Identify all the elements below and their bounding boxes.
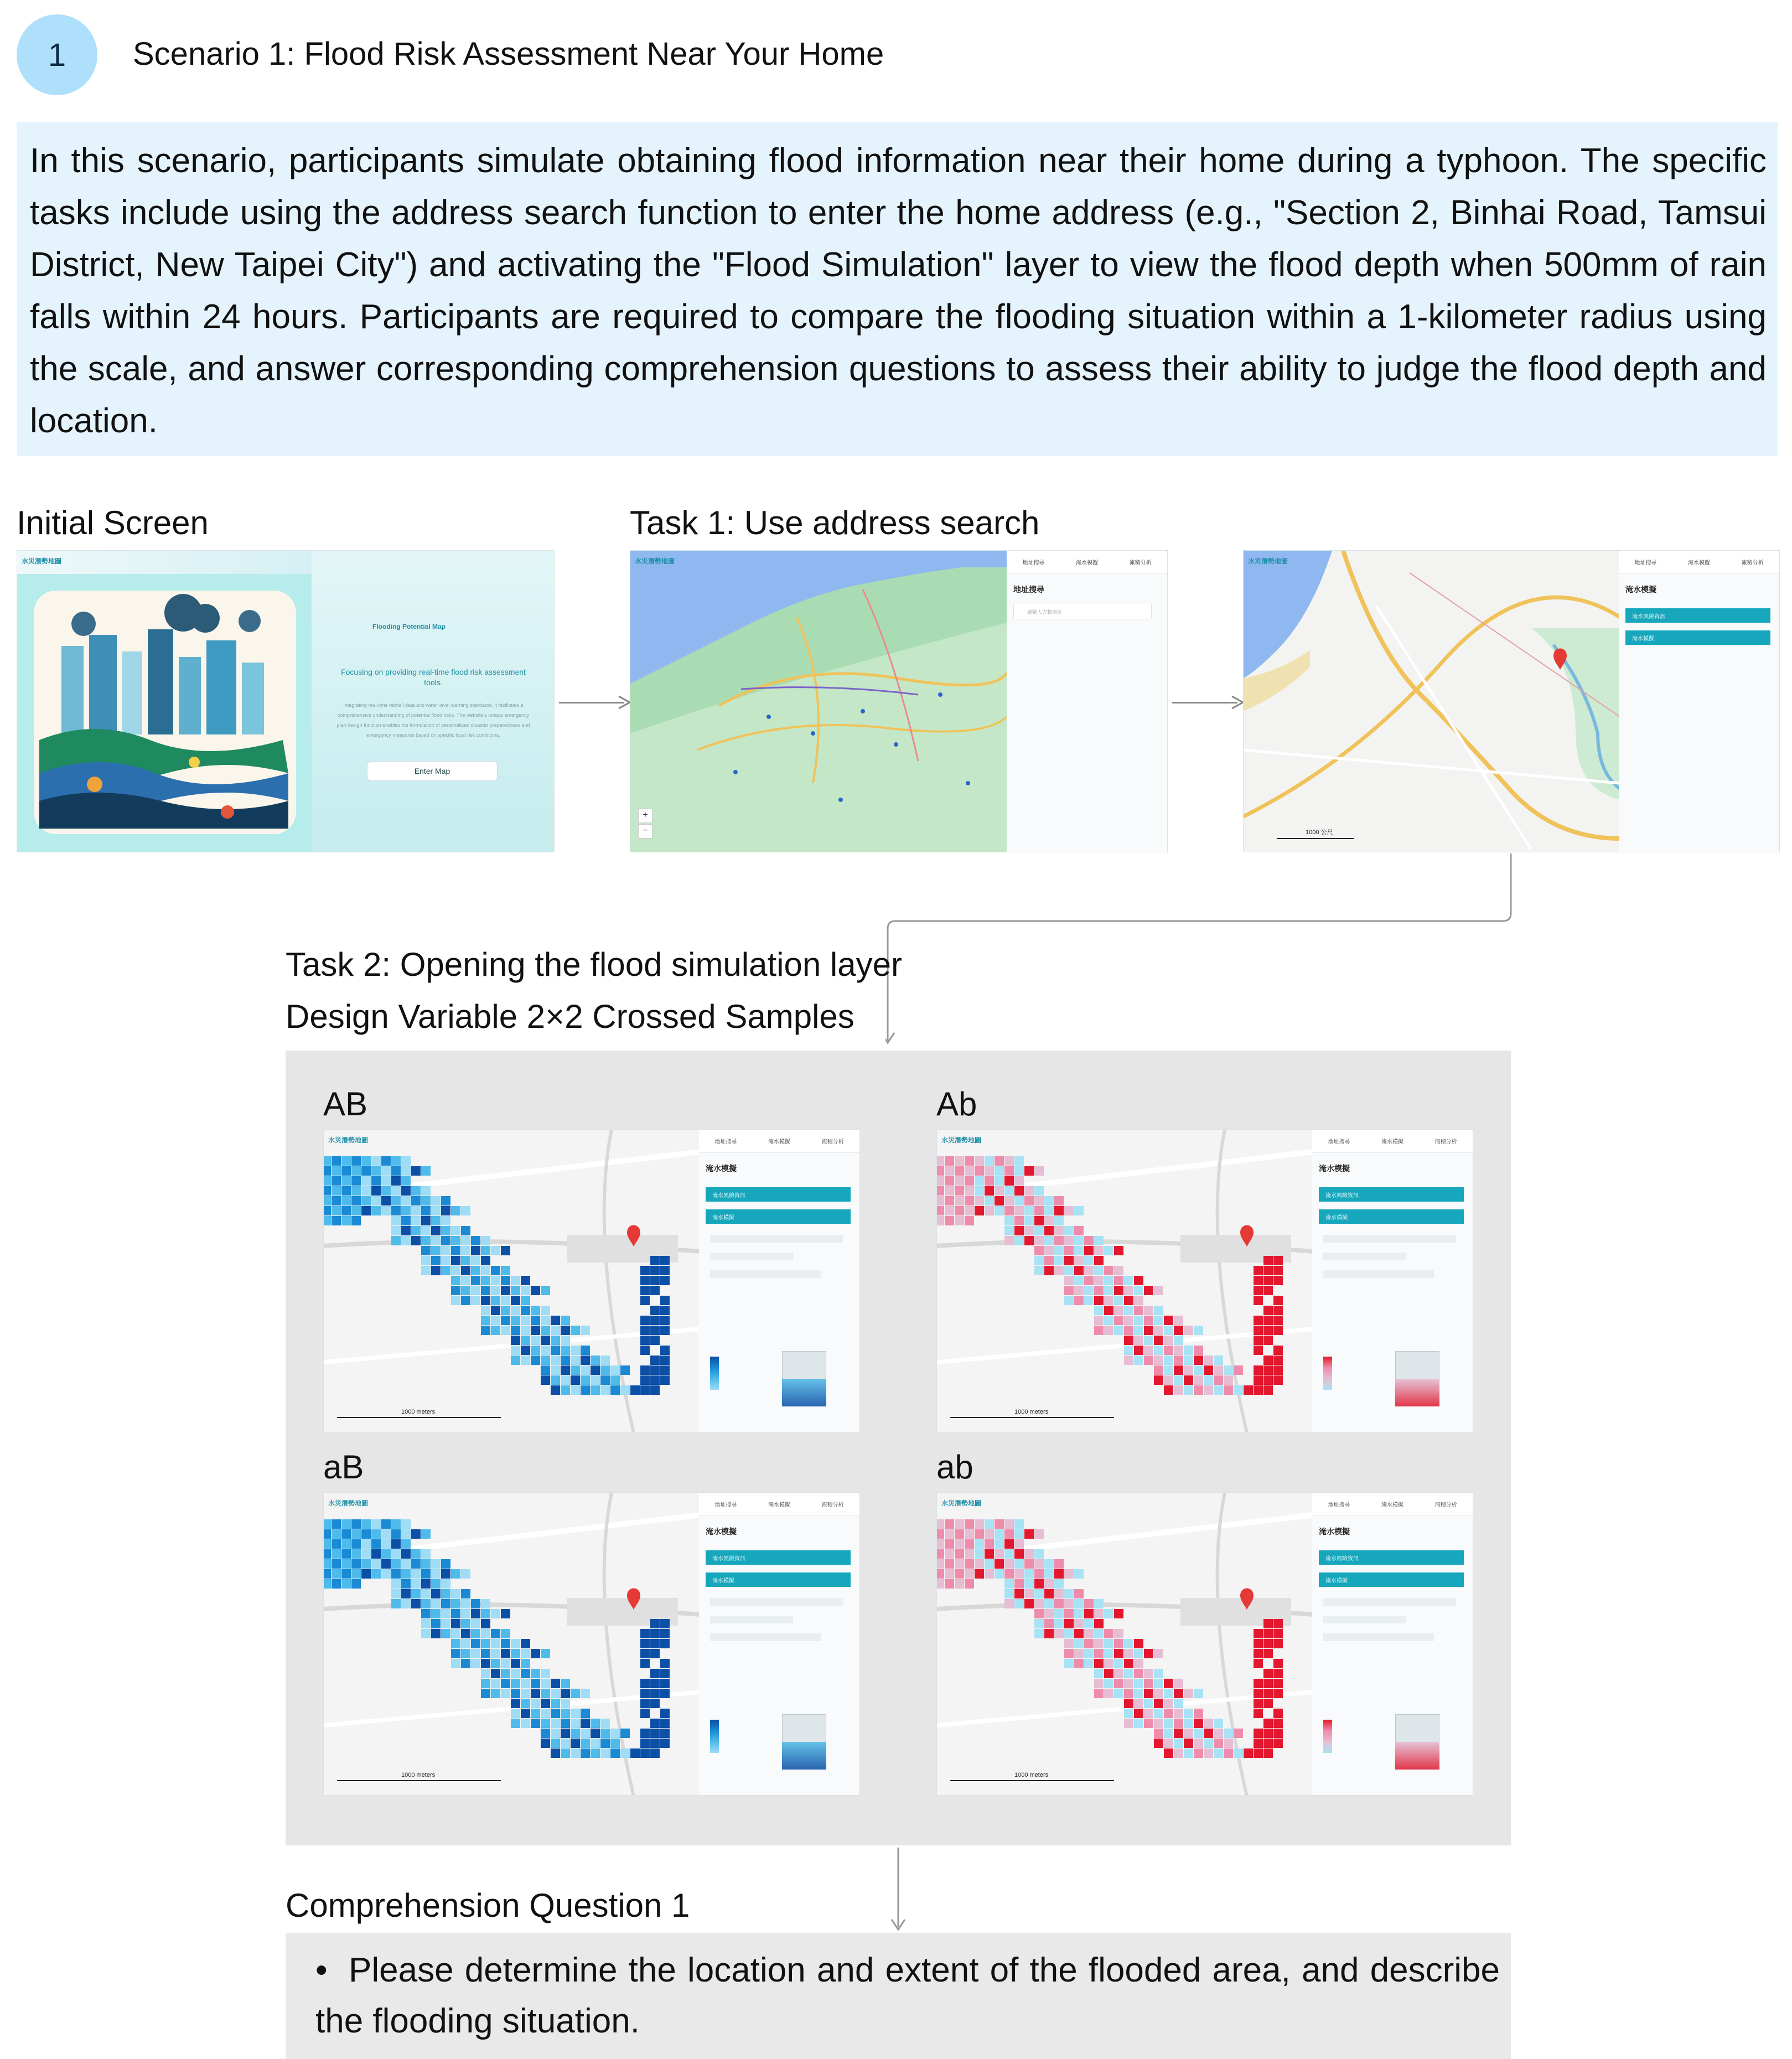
flood-simulation-panel: [1312, 1493, 1473, 1795]
question-text: [315, 1945, 1500, 2047]
map-scale-label: 1000 meters: [1014, 1409, 1049, 1415]
tab-flood-simulation[interactable]: 淹水模擬: [1381, 1139, 1403, 1145]
zoom-out-button[interactable]: −: [638, 824, 652, 839]
flood-side-panel: [1619, 551, 1779, 852]
sample-screenshot-Ab: [936, 1129, 1473, 1432]
control-row[interactable]: [1323, 1235, 1456, 1243]
sample-screenshot-AB: [323, 1129, 860, 1432]
comprehension-question-title: Comprehension Question 1: [286, 1887, 690, 1924]
flood-risk-info-accordion[interactable]: 淹水風險資訊: [1625, 608, 1770, 623]
control-row[interactable]: [1323, 1598, 1456, 1606]
tab-accumulation-analysis[interactable]: 淹積分析: [1434, 1139, 1457, 1145]
flood-simulation-accordion[interactable]: 淹水模擬: [1319, 1572, 1464, 1587]
tab-flood-simulation[interactable]: 淹水模擬: [1687, 560, 1710, 566]
water-level-icon: [1395, 1742, 1439, 1770]
tab-flood-simulation[interactable]: 淹水模擬: [1381, 1502, 1403, 1508]
tab-address-search[interactable]: 地址搜尋: [1328, 1502, 1350, 1508]
flood-simulation-accordion[interactable]: 淹水模擬: [1625, 630, 1770, 645]
flood-grid-map: [324, 1493, 700, 1796]
map-scale-label: 1000 meters: [401, 1772, 436, 1778]
tab-address-search[interactable]: 地址搜尋: [1634, 560, 1657, 566]
app-logo: 水災潛勢地圖: [328, 1499, 369, 1507]
app-logo: 水災潛勢地圖: [941, 1136, 982, 1144]
question-body: Please determine the location and extent of the flooded area, and describe the flooding situation.: [315, 1951, 1500, 2040]
tab-address-search[interactable]: 地址搜尋: [714, 1502, 737, 1508]
flood-simulation-panel: [699, 1493, 859, 1795]
top-bar: [17, 551, 312, 574]
zoom-in-button[interactable]: +: [638, 809, 652, 823]
panel-title: 淹水模擬: [706, 1527, 737, 1536]
sample-label-aB: aB: [323, 1448, 364, 1486]
address-search-input[interactable]: 請輸入完整地址: [1013, 603, 1152, 619]
map-scale-label: 1000 meters: [401, 1409, 436, 1415]
enter-map-button[interactable]: Enter Map: [367, 761, 498, 781]
top-bar: [630, 551, 1007, 574]
control-row[interactable]: [1323, 1633, 1434, 1641]
control-row[interactable]: [710, 1253, 793, 1260]
local-street-map: [1244, 551, 1620, 852]
water-level-icon: [1395, 1379, 1439, 1406]
task2-title: Task 2: Opening the flood simulation layer: [286, 946, 902, 983]
control-row[interactable]: [710, 1270, 821, 1278]
tab-flood-simulation[interactable]: 淹水模擬: [768, 1139, 790, 1145]
sample-label-AB: AB: [323, 1085, 368, 1122]
sample-screenshot-aB: [323, 1492, 860, 1796]
intro-text: In this scenario, participants simulate obtaining flood information near their home during a typhoon. The specific tasks include using the address search function to enter the home address (e.g., "Section 2, Binhai Road, Tamsui District, New Taipei City") and activating the "Flood Simulation" layer to view the flood depth when 500mm of rain falls within 24 hours. Participants are required to compare the flooding situation within a 1-kilometer radius using the scale, and answer corresponding comprehension questions to assess their ability to judge the flood depth and location.: [30, 142, 1767, 440]
tab-accumulation-analysis[interactable]: 淹積分析: [1129, 560, 1152, 566]
flood-risk-info-accordion[interactable]: 淹水風險資訊: [706, 1550, 851, 1565]
map-scale-label: 1000 公尺: [1306, 829, 1333, 836]
flood-risk-info-accordion[interactable]: 淹水風險資訊: [1319, 1187, 1464, 1202]
top-bar: [937, 1130, 1312, 1153]
control-row[interactable]: [1323, 1270, 1434, 1278]
welcome-description: Integrating real-time rainfall data and water level warning standards, it facilitates a comprehensive understanding of potential flood risks. The website's unique emergency plan design function enables the formulation of personalized disaster preparedness and emergency measures based on specific local risk conditions.: [336, 702, 530, 738]
arrow-head-icon: [1231, 695, 1244, 710]
flood-risk-info-accordion[interactable]: 淹水風險資訊: [1319, 1550, 1464, 1565]
panel-tabs: [1619, 551, 1779, 574]
flood-simulation-accordion[interactable]: 淹水模擬: [706, 1209, 851, 1224]
arrow-head-icon: [618, 695, 631, 710]
flood-depth-legend: [710, 1720, 719, 1753]
panel-tabs: [699, 1493, 859, 1516]
flood-simulation-accordion[interactable]: 淹水模擬: [706, 1572, 851, 1587]
flood-grid-map: [937, 1130, 1313, 1432]
panel-title: 淹水模擬: [1319, 1527, 1350, 1536]
scenario-title: Scenario 1: Flood Risk Assessment Near Your Home: [133, 36, 884, 72]
step-number-badge: 1: [17, 14, 97, 95]
top-bar: [324, 1493, 699, 1516]
control-row[interactable]: [710, 1633, 821, 1641]
flood-depth-legend: [1323, 1720, 1332, 1753]
control-row[interactable]: [1323, 1253, 1406, 1260]
welcome-logo: Flooding Potential Map: [372, 623, 446, 630]
search-side-panel: [1007, 551, 1167, 852]
arrow-to-task1: [559, 702, 624, 703]
task2-subtitle: Design Variable 2×2 Crossed Samples: [286, 998, 854, 1035]
welcome-panel: [312, 551, 554, 852]
task1-result-screenshot: [1243, 550, 1780, 852]
initial-screen-screenshot: [17, 550, 555, 852]
top-bar: [937, 1493, 1312, 1516]
app-logo: 水災潛勢地圖: [941, 1499, 982, 1507]
control-row[interactable]: [710, 1235, 843, 1243]
map-scale-label: 1000 meters: [1014, 1772, 1049, 1778]
tab-accumulation-analysis[interactable]: 淹積分析: [821, 1139, 844, 1145]
panel-tabs: [1312, 1493, 1473, 1516]
control-row[interactable]: [710, 1598, 843, 1606]
panel-tabs: [1312, 1130, 1473, 1153]
city-illustration: [17, 574, 313, 852]
sample-screenshot-ab: [936, 1492, 1473, 1796]
sample-label-Ab: Ab: [936, 1085, 977, 1122]
top-bar: [1244, 551, 1619, 574]
panel-title: 淹水模擬: [1625, 585, 1656, 594]
control-row[interactable]: [710, 1616, 793, 1623]
task1-label: Task 1: Use address search: [630, 504, 1040, 541]
initial-screen-label: Initial Screen: [17, 504, 209, 541]
flood-grid-map: [324, 1130, 700, 1432]
tab-address-search[interactable]: 地址搜尋: [1022, 560, 1045, 566]
tab-accumulation-analysis[interactable]: 淹積分析: [821, 1502, 844, 1508]
panel-title: 地址搜尋: [1013, 585, 1044, 594]
app-logo: 水災潛勢地圖: [1248, 557, 1288, 565]
water-level-icon: [782, 1742, 826, 1770]
tab-accumulation-analysis[interactable]: 淹積分析: [1434, 1502, 1457, 1508]
flood-simulation-panel: [1312, 1130, 1473, 1432]
flood-depth-legend: [1323, 1357, 1332, 1390]
flood-simulation-panel: [699, 1130, 859, 1432]
flood-depth-legend: [710, 1357, 719, 1390]
arrow-to-question: [890, 1848, 907, 1932]
panel-title: 淹水模擬: [706, 1164, 737, 1173]
flood-risk-info-accordion[interactable]: 淹水風險資訊: [706, 1187, 851, 1202]
water-level-icon: [782, 1379, 826, 1406]
flood-grid-map: [937, 1493, 1313, 1796]
app-logo: 水災潛勢地圖: [22, 557, 62, 565]
welcome-heading: Focusing on providing real-time flood risk assessment tools.: [341, 668, 526, 687]
app-logo: 水災潛勢地圖: [635, 557, 675, 565]
panel-title: 淹水模擬: [1319, 1164, 1350, 1173]
top-bar: [324, 1130, 699, 1153]
connector-arrow: [885, 852, 1527, 1052]
panel-tabs: [1007, 551, 1167, 574]
panel-tabs: [699, 1130, 859, 1153]
tab-flood-simulation[interactable]: 淹水模擬: [1075, 560, 1098, 566]
task1-search-screenshot: [630, 550, 1168, 852]
tab-flood-simulation[interactable]: 淹水模擬: [768, 1502, 790, 1508]
sample-label-ab: ab: [936, 1448, 973, 1486]
regional-map: [630, 551, 1008, 852]
app-logo: 水災潛勢地圖: [328, 1136, 369, 1144]
question-bullet: •: [315, 1951, 328, 1989]
tab-address-search[interactable]: 地址搜尋: [1328, 1139, 1350, 1145]
arrow-to-zoomed-map: [1172, 702, 1237, 703]
tab-accumulation-analysis[interactable]: 淹積分析: [1741, 560, 1764, 566]
tab-address-search[interactable]: 地址搜尋: [714, 1139, 737, 1145]
control-row[interactable]: [1323, 1616, 1406, 1623]
flood-simulation-accordion[interactable]: 淹水模擬: [1319, 1209, 1464, 1224]
